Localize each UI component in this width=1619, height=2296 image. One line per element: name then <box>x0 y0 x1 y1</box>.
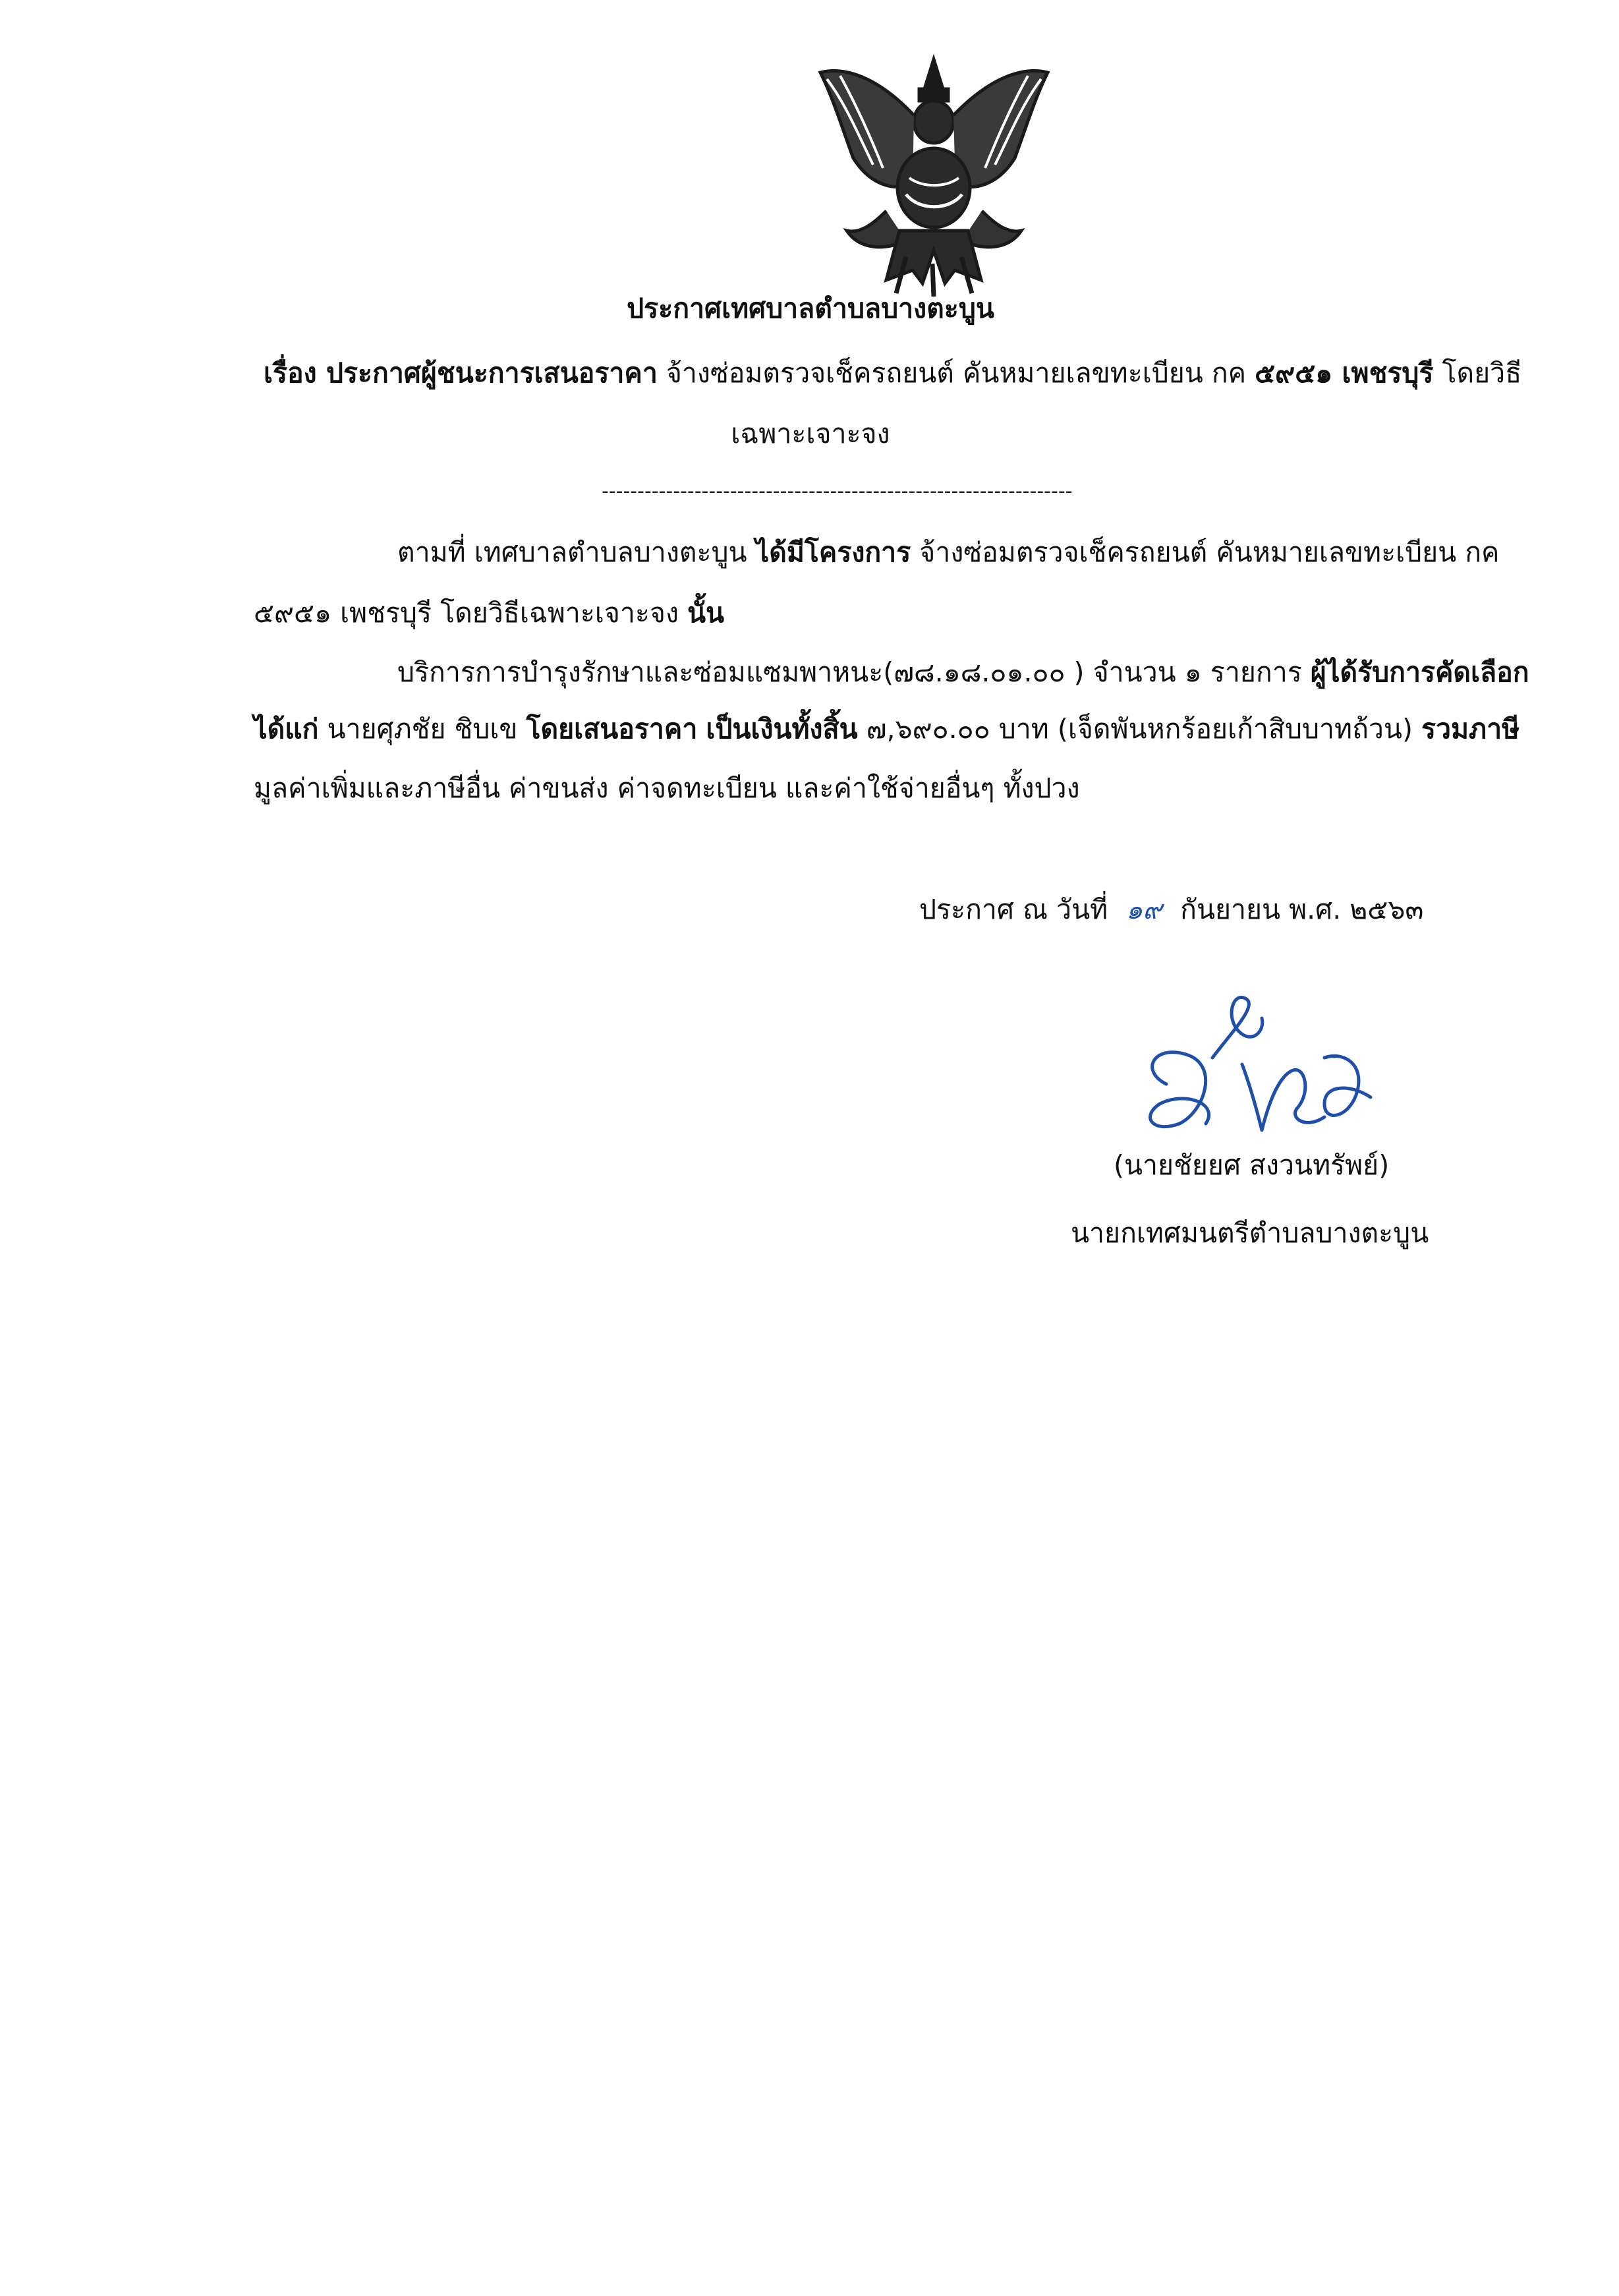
paragraph-2-line-2 <box>254 710 1520 747</box>
p2-text-e: เป็นเงินทั้งสิ้น <box>706 713 858 745</box>
signature-icon <box>1127 992 1397 1143</box>
p1-text-d: ๕๙๕๑ เพชรบุรี โดยวิธีเฉพาะเจาะจง <box>254 597 679 629</box>
winner-name: นายศุภชัย ชิบเข <box>327 713 518 745</box>
p1-text-b: ได้มีโครงการ <box>755 536 911 568</box>
p1-text-a: ตามที่ เทศบาลตำบลบางตะบูน <box>397 536 747 568</box>
date-prefix: ประกาศ ณ วันที่ <box>919 894 1108 925</box>
p2-text-a: บริการการบำรุงรักษาและซ่อมแซมพาหนะ(๗๘.๑๘.๐๑.๐๐ ) จำนวน ๑ รายการ <box>397 656 1302 688</box>
paragraph-2-line-1 <box>397 654 1529 691</box>
announcement-date <box>919 891 1423 929</box>
p1-text-e: นั้น <box>687 597 725 629</box>
subject-label: เรื่อง ประกาศผู้ชนะการเสนอราคา <box>264 357 658 389</box>
paragraph-1-line-1 <box>397 534 1499 571</box>
date-suffix: กันยายน พ.ศ. ๒๕๖๓ <box>1180 894 1424 925</box>
signer-name: (นายชัยยศ สงวนทรัพย์) <box>1114 1149 1390 1181</box>
garuda-emblem-icon <box>807 53 1061 300</box>
subject-line-2: เฉพาะเจาะจง <box>731 418 890 449</box>
p2-text-f: รวมภาษี <box>1421 713 1520 745</box>
subject-line-1 <box>264 355 1522 391</box>
bid-amount: ๗,๖๙๐.๐๐ บาท (เจ็ดพันหกร้อยเก้าสิบบาทถ้วน) <box>866 713 1413 745</box>
p2-text-b: ผู้ได้รับการคัดเลือก <box>1310 656 1529 688</box>
paragraph-1-line-2 <box>254 594 724 631</box>
paragraph-2-line-3: มูลค่าเพิ่มและภาษีอื่น ค่าขนส่ง ค่าจดทะเบียน และค่าใช้จ่ายอื่นๆ ทั้งปวง <box>254 772 1080 804</box>
subject-text: จ้างซ่อมตรวจเช็ครถยนต์ คันหมายเลขทะเบียน กค <box>666 357 1247 389</box>
p2-text-c: ได้แก่ <box>254 713 319 745</box>
p1-text-c: จ้างซ่อมตรวจเช็ครถยนต์ คันหมายเลขทะเบียน กค <box>919 536 1500 568</box>
p2-text-d: โดยเสนอราคา <box>526 713 698 745</box>
announcement-title: ประกาศเทศบาลตำบลบางตะบูน <box>627 293 994 324</box>
signer-title: นายกเทศมนตรีตำบลบางตะบูน <box>1071 1217 1429 1249</box>
handwritten-day: ๑๙ <box>1125 895 1162 925</box>
divider: ------------------------------------------------------------------ <box>602 480 1073 503</box>
subject-text-end: โดยวิธี <box>1442 357 1522 389</box>
subject-plate: ๕๙๕๑ เพชรบุรี <box>1255 357 1434 389</box>
